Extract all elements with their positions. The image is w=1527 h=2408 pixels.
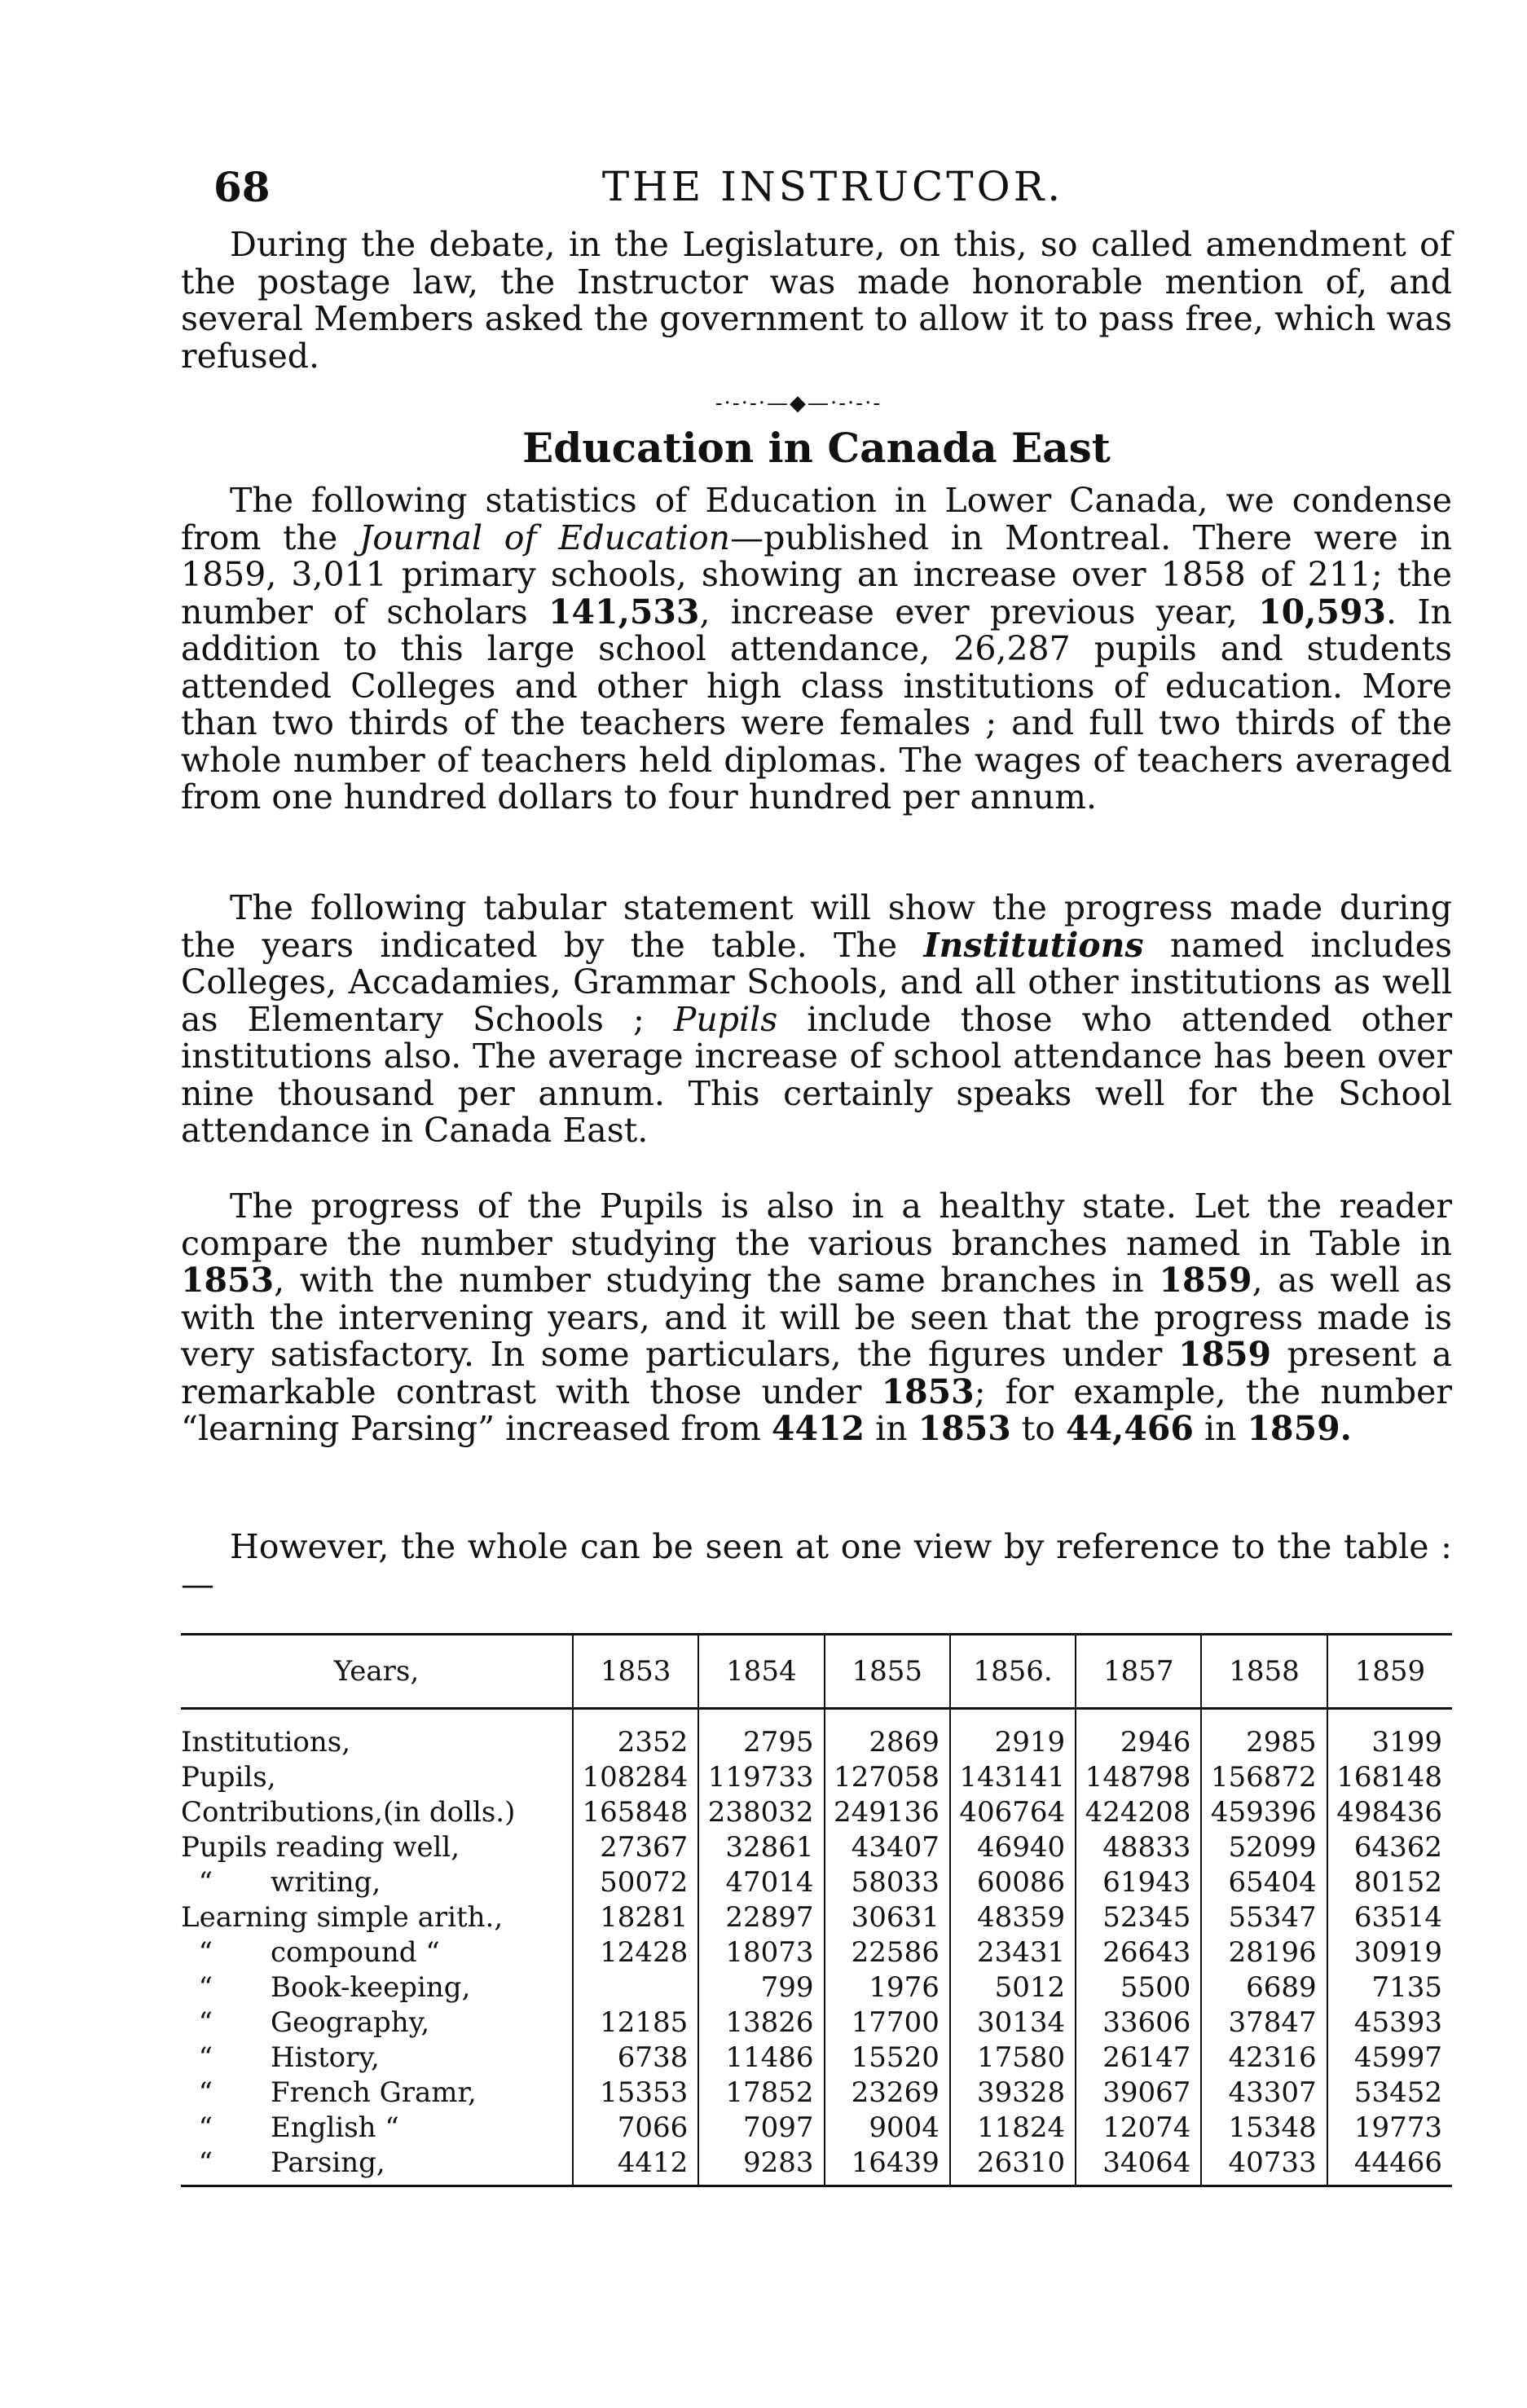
table-cell: 165848 bbox=[573, 1795, 698, 1830]
text-run: present a remarkable contrast with those under bbox=[181, 1335, 1452, 1411]
table-cell: 6738 bbox=[573, 2040, 698, 2076]
row-label bbox=[181, 1760, 573, 1795]
table-cell: 30919 bbox=[1327, 1935, 1452, 1970]
ditto-mark: “ bbox=[181, 1936, 213, 1969]
table-cell: 17700 bbox=[825, 2005, 950, 2040]
text-run: , with the number studying the same branches in bbox=[274, 1261, 1160, 1300]
text-run: —published in Montreal. There were in 1859, 3,011 primary schools, showing an increase over 1858 of 211; the number of scholars bbox=[181, 517, 1452, 632]
table-cell: 37847 bbox=[1201, 2005, 1327, 2040]
table-cell: 406764 bbox=[950, 1795, 1076, 1830]
table-cell: 127058 bbox=[825, 1760, 950, 1795]
text-run: The following tabular statement will show the progress made during the years indicated by the table. The bbox=[181, 888, 1452, 965]
table-row bbox=[181, 1900, 1452, 1935]
table-cell: 238032 bbox=[698, 1795, 824, 1830]
text-run: The progress of the Pupils is also in a healthy state. Let the reader compare the number studying the various branches named in Table in bbox=[181, 1186, 1452, 1263]
row-label bbox=[181, 2146, 573, 2186]
table-cell: 28196 bbox=[1201, 1935, 1327, 1970]
table-cell: 2946 bbox=[1076, 1709, 1201, 1761]
table-cell: 2919 bbox=[950, 1709, 1076, 1761]
column-header-year: 1854 bbox=[698, 1635, 824, 1709]
table-cell: 80152 bbox=[1327, 1865, 1452, 1900]
column-header-year: 1855 bbox=[825, 1635, 950, 1709]
table-cell: 7097 bbox=[698, 2111, 824, 2146]
table-row bbox=[181, 1830, 1452, 1865]
table-body bbox=[181, 1709, 1452, 2186]
table-cell: 47014 bbox=[698, 1865, 824, 1900]
text-run: The following statistics of Education in Lower Canada, we condense from the bbox=[181, 481, 1452, 557]
table-cell: 43307 bbox=[1201, 2076, 1327, 2111]
table-cell: 26643 bbox=[1076, 1935, 1201, 1970]
table-cell: 12185 bbox=[573, 2005, 698, 2040]
year-1853: 1853 bbox=[918, 1409, 1011, 1448]
table-cell: 23431 bbox=[950, 1935, 1076, 1970]
table-cell: 13826 bbox=[698, 2005, 824, 2040]
ditto-mark: “ bbox=[181, 2111, 213, 2144]
section-heading: Education in Canada East bbox=[522, 424, 1111, 472]
row-label bbox=[181, 2111, 573, 2146]
table-cell: 12074 bbox=[1076, 2111, 1201, 2146]
table-cell: 11486 bbox=[698, 2040, 824, 2076]
table-cell: 9004 bbox=[825, 2111, 950, 2146]
table-cell: 3199 bbox=[1327, 1709, 1452, 1761]
table-row bbox=[181, 1709, 1452, 1761]
ditto-mark: “ bbox=[181, 2076, 213, 2109]
table-cell: 18281 bbox=[573, 1900, 698, 1935]
table-cell: 42316 bbox=[1201, 2040, 1327, 2076]
row-label bbox=[181, 1935, 573, 1970]
table-row bbox=[181, 1970, 1452, 2005]
table-cell: 16439 bbox=[825, 2146, 950, 2186]
table-row bbox=[181, 2146, 1452, 2186]
text-run: However, the whole can be seen at one view by reference to the table :— bbox=[181, 1527, 1452, 1604]
table-cell: 108284 bbox=[573, 1760, 698, 1795]
text-run: . In addition to this large school attendance, 26,287 pupils and students attended Colleges and other high class institutions of education. More than two thirds of the teachers were females ; and full two thirds of the whole number of teachers held diplomas. The wages of teachers averaged from one hundred dollars to four hundred per annum. bbox=[181, 592, 1452, 817]
table-cell: 2352 bbox=[573, 1709, 698, 1761]
table-cell: 60086 bbox=[950, 1865, 1076, 1900]
paragraph-table-intro bbox=[181, 1529, 1452, 1603]
table-cell: 799 bbox=[698, 1970, 824, 2005]
table-cell: 7135 bbox=[1327, 1970, 1452, 2005]
ditto-mark: “ bbox=[181, 2006, 213, 2039]
table-cell: 2869 bbox=[825, 1709, 950, 1761]
table-cell: 22897 bbox=[698, 1900, 824, 1935]
row-label-text: writing, bbox=[271, 1866, 381, 1899]
table-cell: 61943 bbox=[1076, 1865, 1201, 1900]
paragraph-postage-law bbox=[181, 227, 1452, 375]
row-label-text: Pupils reading well, bbox=[181, 1831, 460, 1864]
ditto-mark: “ bbox=[181, 1866, 213, 1899]
term-institutions: Institutions bbox=[923, 925, 1144, 965]
table-cell: 43407 bbox=[825, 1830, 950, 1865]
table-cell bbox=[573, 1970, 698, 2005]
table-cell: 424208 bbox=[1076, 1795, 1201, 1830]
table-cell: 64362 bbox=[1327, 1830, 1452, 1865]
table-cell: 249136 bbox=[825, 1795, 950, 1830]
text-run: ; for example, the number “learning Parsing” increased from bbox=[181, 1371, 1452, 1448]
table-row bbox=[181, 2111, 1452, 2146]
ditto-mark: “ bbox=[181, 2146, 213, 2179]
column-header-year: 1856. bbox=[950, 1635, 1076, 1709]
number-scholars: 141,533 bbox=[548, 592, 700, 632]
table-cell: 17852 bbox=[698, 2076, 824, 2111]
table-cell: 33606 bbox=[1076, 2005, 1201, 2040]
row-label-text: Learning simple arith., bbox=[181, 1901, 504, 1934]
row-label-text: English “ bbox=[271, 2111, 399, 2144]
page-number: 68 bbox=[213, 163, 271, 211]
table-cell: 44466 bbox=[1327, 2146, 1452, 2186]
table-cell: 27367 bbox=[573, 1830, 698, 1865]
table-cell: 30134 bbox=[950, 2005, 1076, 2040]
table-cell: 4412 bbox=[573, 2146, 698, 2186]
table-row bbox=[181, 2040, 1452, 2076]
number-parsing-1859: 44,466 bbox=[1066, 1409, 1194, 1448]
table-cell: 52099 bbox=[1201, 1830, 1327, 1865]
row-label-text: Pupils, bbox=[181, 1761, 276, 1794]
row-label bbox=[181, 1970, 573, 2005]
paragraph-tabular-statement bbox=[181, 890, 1452, 1150]
column-header-year: 1853 bbox=[573, 1635, 698, 1709]
row-label-text: Book-keeping, bbox=[271, 1971, 471, 2004]
paragraph-statistics bbox=[181, 482, 1452, 817]
table-cell: 55347 bbox=[1201, 1900, 1327, 1935]
table-cell: 5012 bbox=[950, 1970, 1076, 2005]
table-cell: 23269 bbox=[825, 2076, 950, 2111]
table-cell: 7066 bbox=[573, 2111, 698, 2146]
table-cell: 1976 bbox=[825, 1970, 950, 2005]
number-parsing-1853: 4412 bbox=[771, 1409, 865, 1448]
ditto-mark: “ bbox=[181, 2041, 213, 2074]
table-cell: 58033 bbox=[825, 1865, 950, 1900]
row-label bbox=[181, 2005, 573, 2040]
row-label-text: Parsing, bbox=[271, 2146, 385, 2179]
table-header-row bbox=[181, 1635, 1452, 1709]
row-label bbox=[181, 1900, 573, 1935]
column-header-year: 1858 bbox=[1201, 1635, 1327, 1709]
column-header-years: Years, bbox=[333, 1654, 420, 1688]
text-run: in bbox=[1193, 1409, 1248, 1448]
table-cell: 17580 bbox=[950, 2040, 1076, 2076]
table-cell: 32861 bbox=[698, 1830, 824, 1865]
year-1859: 1859 bbox=[1159, 1261, 1252, 1300]
table-cell: 2795 bbox=[698, 1709, 824, 1761]
ornament-divider: -·-·-·—◆—·-·-·- bbox=[715, 391, 882, 416]
row-label bbox=[181, 1709, 573, 1761]
table-cell: 34064 bbox=[1076, 2146, 1201, 2186]
table-row bbox=[181, 1865, 1452, 1900]
table-cell: 26147 bbox=[1076, 2040, 1201, 2076]
running-title: THE INSTRUCTOR. bbox=[601, 163, 1064, 210]
table-cell: 30631 bbox=[825, 1900, 950, 1935]
year-1853: 1853 bbox=[181, 1261, 275, 1300]
row-label bbox=[181, 2040, 573, 2076]
row-label-text: French Gramr, bbox=[271, 2076, 477, 2109]
table-row bbox=[181, 2005, 1452, 2040]
table-cell: 9283 bbox=[698, 2146, 824, 2186]
text-run: named includes Colleges, Accadamies, Grammar Schools, and all other institutions as well as Elementary Schools ; bbox=[181, 925, 1452, 1039]
table-cell: 45997 bbox=[1327, 2040, 1452, 2076]
table-row bbox=[181, 2076, 1452, 2111]
table-cell: 11824 bbox=[950, 2111, 1076, 2146]
table-cell: 40733 bbox=[1201, 2146, 1327, 2186]
column-header-year: 1857 bbox=[1076, 1635, 1201, 1709]
table-cell: 26310 bbox=[950, 2146, 1076, 2186]
table-cell: 45393 bbox=[1327, 2005, 1452, 2040]
row-label bbox=[181, 2076, 573, 2111]
text-run: to bbox=[1010, 1409, 1066, 1448]
table-cell: 5500 bbox=[1076, 1970, 1201, 2005]
table-row bbox=[181, 1935, 1452, 1970]
ditto-mark: “ bbox=[181, 1971, 213, 2004]
table-row bbox=[181, 1760, 1452, 1795]
table-cell: 15353 bbox=[573, 2076, 698, 2111]
year-1859: 1859. bbox=[1247, 1409, 1352, 1448]
table-cell: 2985 bbox=[1201, 1709, 1327, 1761]
row-label-text: History, bbox=[271, 2041, 380, 2074]
text-run: , as well as with the intervening years, and it will be seen that the progress made is very satisfactory. In some particulars, the figures under bbox=[181, 1261, 1452, 1374]
table-cell: 15348 bbox=[1201, 2111, 1327, 2146]
year-1853: 1853 bbox=[881, 1371, 975, 1411]
table-cell: 46940 bbox=[950, 1830, 1076, 1865]
table-cell: 498436 bbox=[1327, 1795, 1452, 1830]
row-label-text: Geography, bbox=[271, 2006, 430, 2039]
table-cell: 12428 bbox=[573, 1935, 698, 1970]
table-cell: 48359 bbox=[950, 1900, 1076, 1935]
page-header bbox=[213, 163, 1452, 220]
row-label-text: compound “ bbox=[271, 1936, 440, 1969]
table-cell: 48833 bbox=[1076, 1830, 1201, 1865]
number-increase: 10,593 bbox=[1258, 592, 1387, 632]
table-cell: 63514 bbox=[1327, 1900, 1452, 1935]
row-label bbox=[181, 1795, 573, 1830]
table-cell: 119733 bbox=[698, 1760, 824, 1795]
year-1859: 1859 bbox=[1177, 1335, 1272, 1374]
paragraph-postage-law-text: During the debate, in the Legislature, on this, so called amendment of the postage law, the Instructor was made honorable mention of, and several Members asked the government to allow it to pass free, which was refused. bbox=[181, 225, 1452, 376]
row-label bbox=[181, 1830, 573, 1865]
table-cell: 19773 bbox=[1327, 2111, 1452, 2146]
row-label-text: Contributions,(in dolls.) bbox=[181, 1796, 516, 1829]
table-cell: 143141 bbox=[950, 1760, 1076, 1795]
table-cell: 52345 bbox=[1076, 1900, 1201, 1935]
table-cell: 50072 bbox=[573, 1865, 698, 1900]
table-cell: 39328 bbox=[950, 2076, 1076, 2111]
paragraph-progress bbox=[181, 1188, 1452, 1448]
table-cell: 65404 bbox=[1201, 1865, 1327, 1900]
text-run: include those who attended other institutions also. The average increase of school attendance has been over nine thousand per annum. This certainly speaks well for the School attendance in Canada East. bbox=[181, 999, 1452, 1150]
table-row bbox=[181, 1795, 1452, 1830]
row-label-text: Institutions, bbox=[181, 1726, 351, 1759]
table-cell: 18073 bbox=[698, 1935, 824, 1970]
column-header-year: 1859 bbox=[1327, 1635, 1452, 1709]
text-run: in bbox=[865, 1409, 918, 1448]
table-cell: 22586 bbox=[825, 1935, 950, 1970]
table-cell: 6689 bbox=[1201, 1970, 1327, 2005]
education-statistics-table bbox=[181, 1633, 1452, 2187]
row-label bbox=[181, 1865, 573, 1900]
journal-title: Journal of Education bbox=[359, 517, 731, 557]
table-cell: 39067 bbox=[1076, 2076, 1201, 2111]
table-cell: 459396 bbox=[1201, 1795, 1327, 1830]
table-cell: 15520 bbox=[825, 2040, 950, 2076]
table-cell: 156872 bbox=[1201, 1760, 1327, 1795]
text-run: , increase ever previous year, bbox=[699, 592, 1259, 632]
table-cell: 148798 bbox=[1076, 1760, 1201, 1795]
table-cell: 168148 bbox=[1327, 1760, 1452, 1795]
term-pupils: Pupils bbox=[673, 999, 778, 1039]
table-cell: 53452 bbox=[1327, 2076, 1452, 2111]
